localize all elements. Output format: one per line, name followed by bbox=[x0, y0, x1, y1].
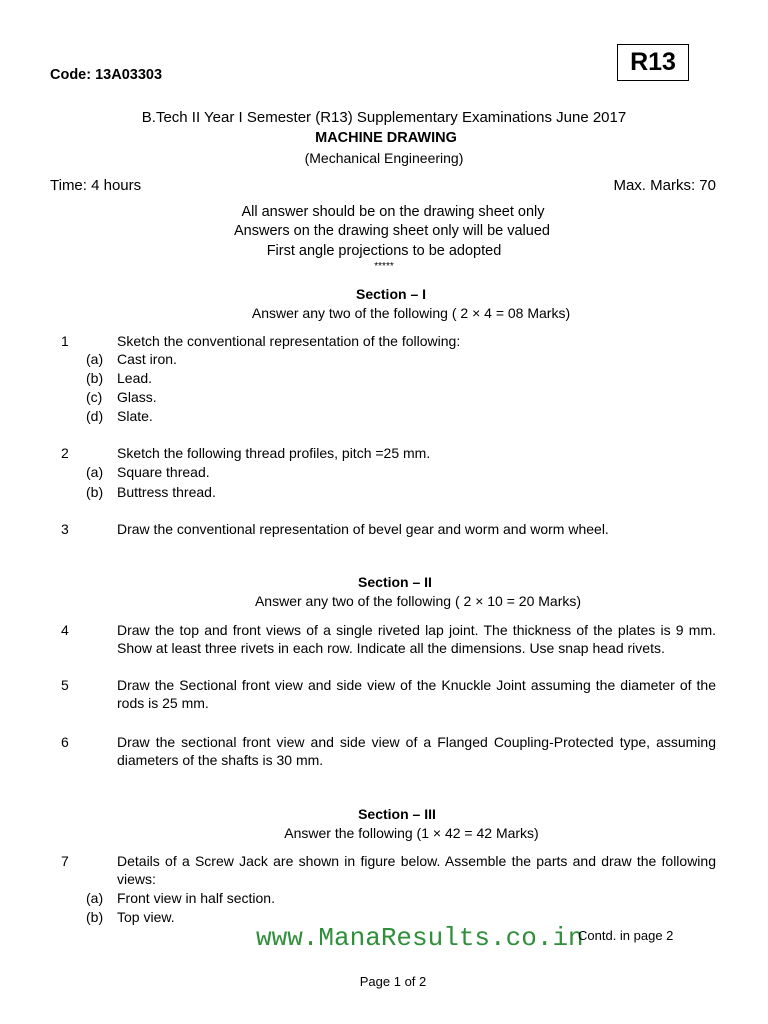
question-text: Draw the Sectional front view and side view of the Knuckle Joint assuming the diameter of the rods is 25 mm. bbox=[117, 676, 716, 711]
section-title: Section – III bbox=[358, 805, 436, 822]
question-number: 2 bbox=[61, 444, 69, 461]
question-text: Draw the conventional representation of bevel gear and worm and worm wheel. bbox=[117, 520, 609, 537]
question-number: 4 bbox=[61, 621, 69, 638]
page-number: Page 1 of 2 bbox=[359, 974, 427, 989]
part-label: (c) bbox=[86, 388, 103, 405]
section-title: Section – II bbox=[358, 573, 432, 590]
question-text: Draw the sectional front view and side view of a Flanged Coupling-Protected type, assuming diameters of the shafts is 30 mm. bbox=[117, 733, 716, 768]
regulation-box bbox=[617, 44, 689, 81]
part-text: Top view. bbox=[117, 908, 175, 925]
separator: ***** bbox=[374, 261, 394, 272]
question-text: Details of a Screw Jack are shown in figure below. Assemble the parts and draw the following views: bbox=[117, 852, 716, 887]
part-label: (a) bbox=[86, 463, 104, 480]
section-instruction: Answer any two of the following ( 2 × 4 = 08 Marks) bbox=[251, 304, 571, 321]
instruction-line: All answer should be on the drawing sheet only bbox=[241, 203, 545, 220]
website-watermark: www.ManaResults.co.in bbox=[256, 923, 584, 953]
instruction-line: First angle projections to be adopted bbox=[266, 242, 502, 259]
subject-title: MACHINE DRAWING bbox=[315, 130, 457, 146]
part-label: (b) bbox=[86, 908, 104, 925]
continued-note: Contd. in page 2 bbox=[578, 928, 674, 943]
regulation-label: R13 bbox=[630, 48, 676, 76]
section-instruction: Answer the following (1 × 42 = 42 Marks) bbox=[284, 824, 539, 841]
part-label: (a) bbox=[86, 889, 104, 906]
part-text: Slate. bbox=[117, 407, 153, 424]
question-text: Draw the top and front views of a single riveted lap joint. The thickness of the plates is 9 mm. Show at least three rivets in each row. Indicate all the dimensions. Use snap head rivets. bbox=[117, 621, 716, 656]
question-number: 6 bbox=[61, 733, 69, 750]
part-text: Front view in half section. bbox=[117, 889, 275, 906]
exam-title: B.Tech II Year I Semester (R13) Supplementary Examinations June 2017 bbox=[141, 109, 627, 126]
branch-name: (Mechanical Engineering) bbox=[304, 150, 464, 166]
question-number: 5 bbox=[61, 676, 69, 693]
instruction-line: Answers on the drawing sheet only will be valued bbox=[234, 222, 550, 239]
part-text: Glass. bbox=[117, 388, 157, 405]
question-text: Sketch the conventional representation of the following: bbox=[117, 332, 461, 349]
section-instruction: Answer any two of the following ( 2 × 10 = 20 Marks) bbox=[254, 592, 582, 609]
paper-code: Code: 13A03303 bbox=[50, 67, 163, 83]
max-marks: Max. Marks: 70 bbox=[613, 177, 716, 194]
part-text: Buttress thread. bbox=[117, 483, 216, 500]
section-title: Section – I bbox=[355, 285, 427, 302]
question-number: 1 bbox=[61, 332, 69, 349]
part-label: (d) bbox=[86, 407, 104, 424]
exam-duration: Time: 4 hours bbox=[50, 177, 142, 194]
part-text: Lead. bbox=[117, 369, 153, 386]
question-number: 3 bbox=[61, 520, 69, 537]
part-text: Square thread. bbox=[117, 463, 210, 480]
part-label: (b) bbox=[86, 483, 104, 500]
question-text: Sketch the following thread profiles, pitch =25 mm. bbox=[117, 444, 431, 461]
part-text: Cast iron. bbox=[117, 350, 177, 367]
part-label: (b) bbox=[86, 369, 104, 386]
question-number: 7 bbox=[61, 852, 69, 869]
part-label: (a) bbox=[86, 350, 104, 367]
